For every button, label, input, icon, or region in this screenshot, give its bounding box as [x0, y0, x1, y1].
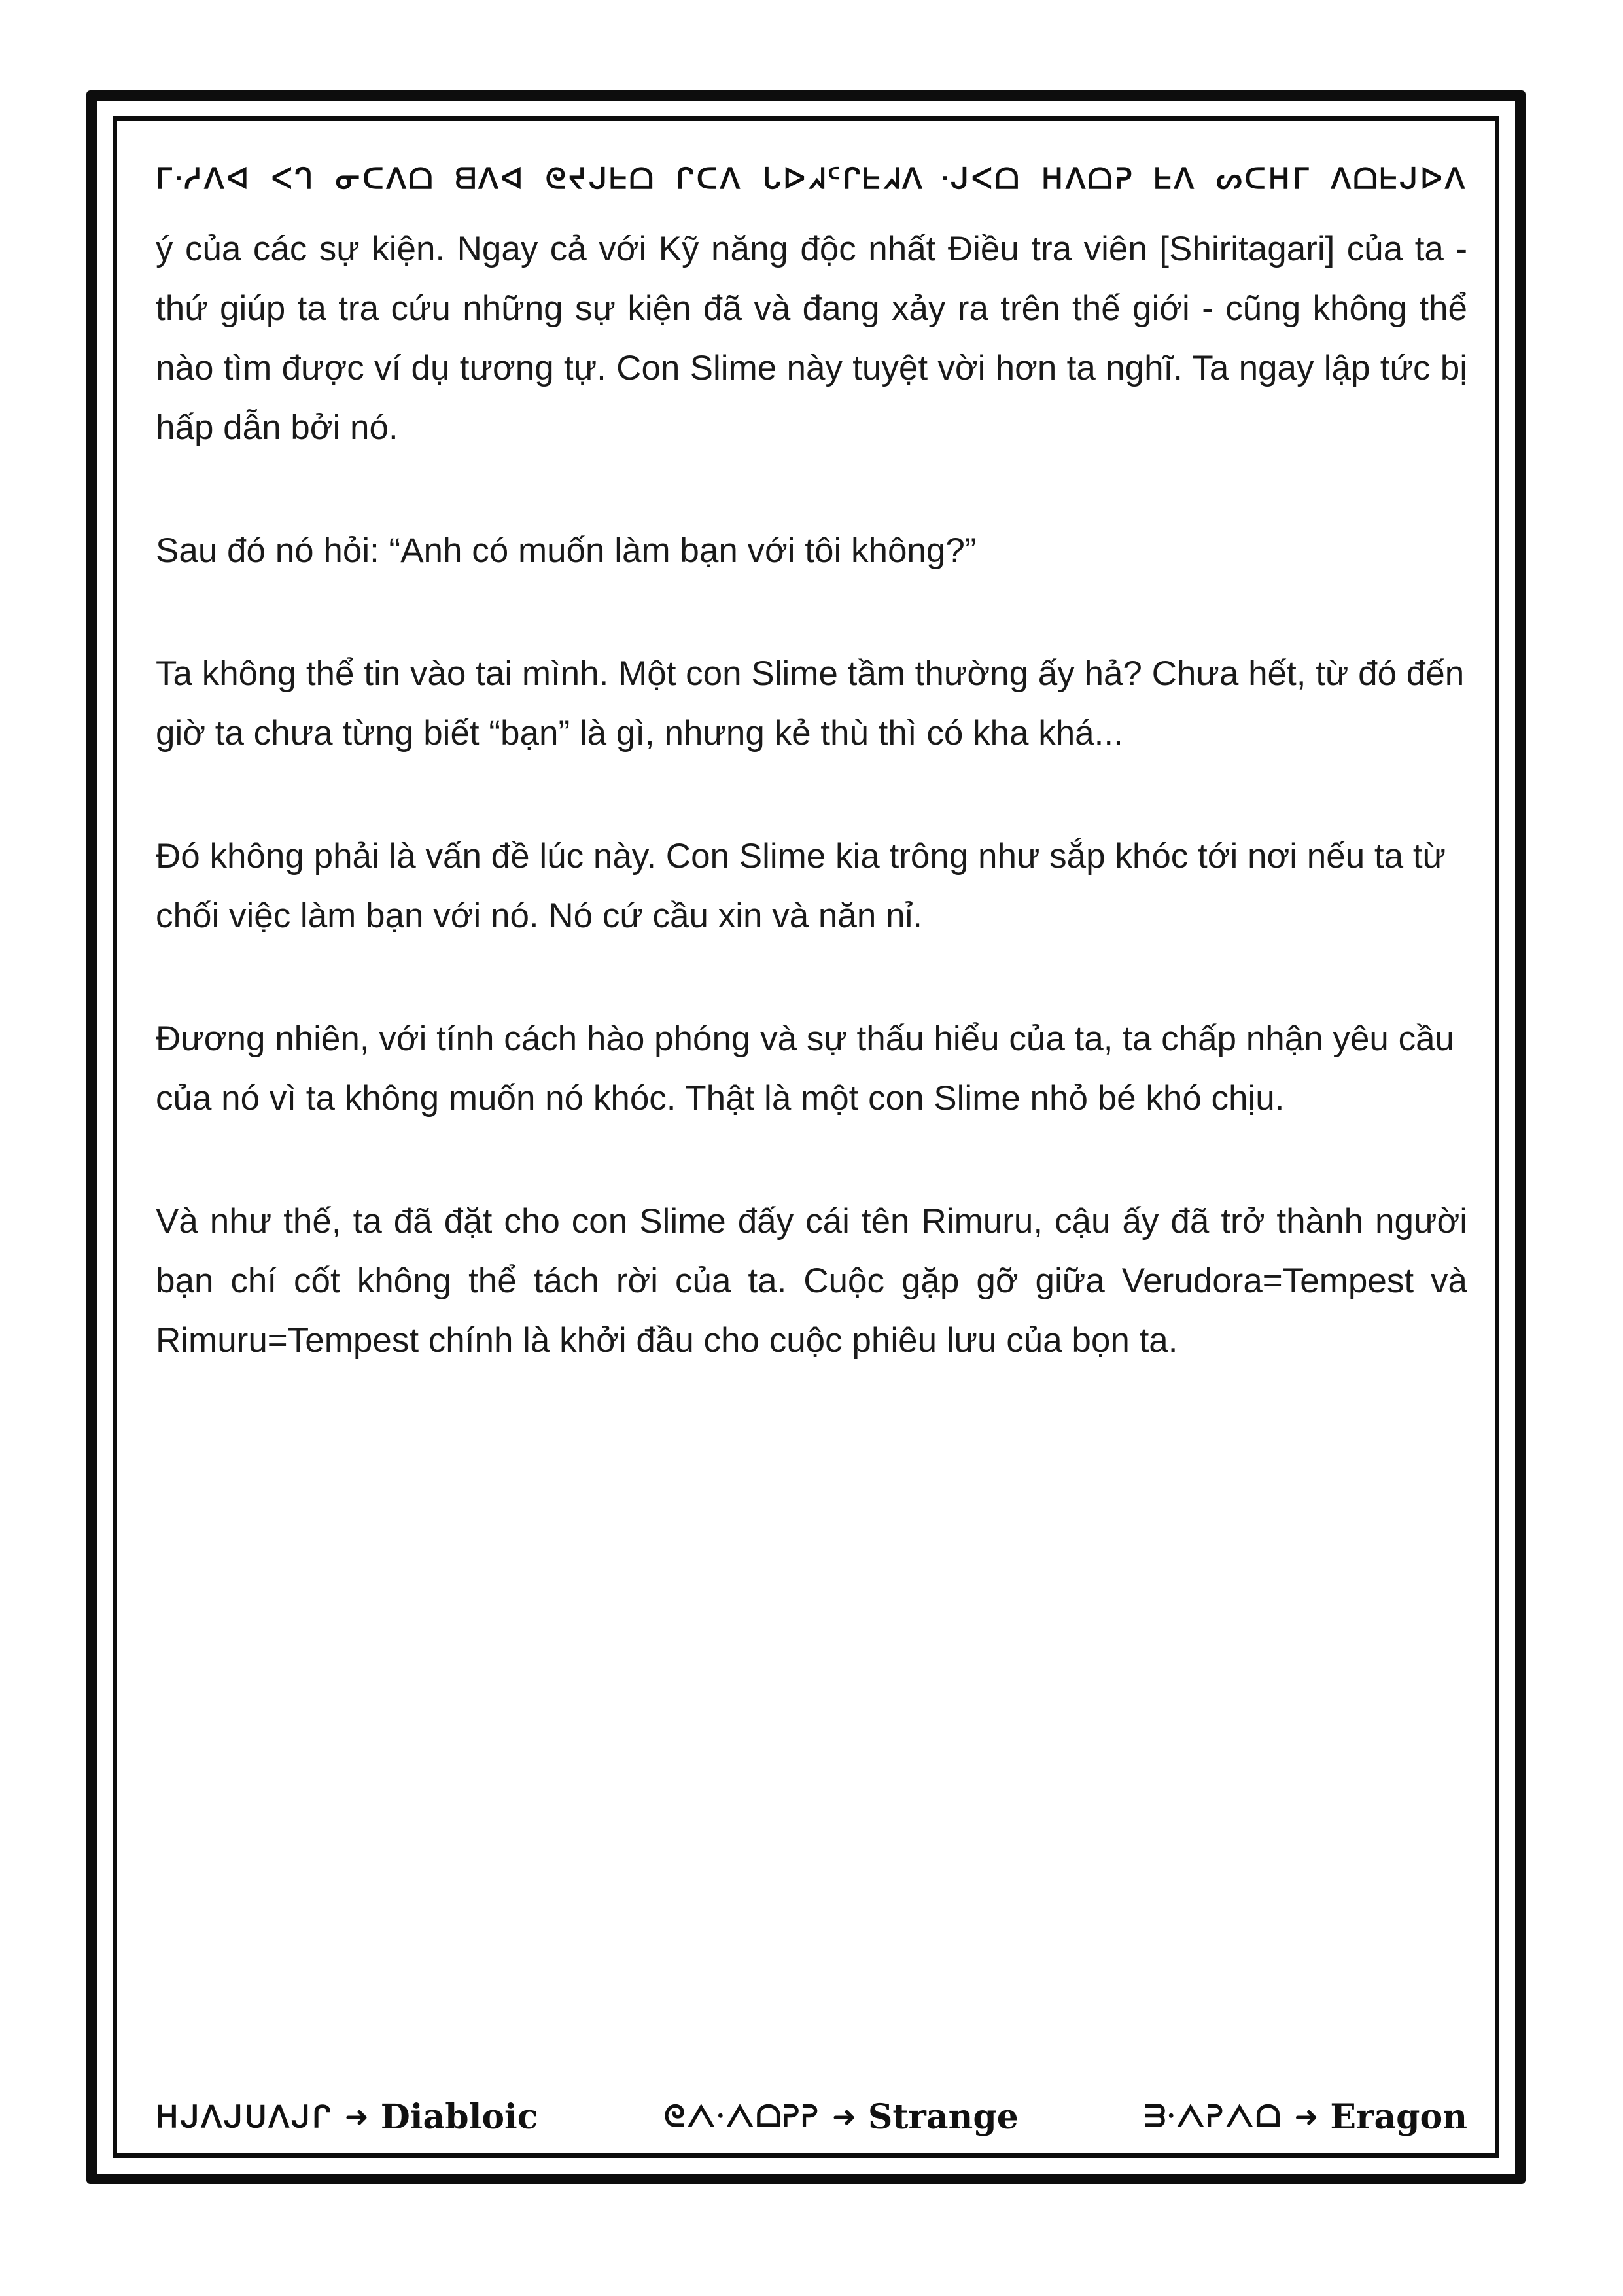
paragraph-5: Đương nhiên, với tính cách hào phóng và sự thấu hiểu của ta, ta chấp nhận yêu cầu của nó vì ta không muốn nó khóc. Thật là một con Slime nhỏ bé khó chịu. [156, 1019, 1455, 1118]
paragraph-4: Đó không phải là vấn đề lúc này. Con Slime kia trông như sắp khóc tới nơi nếu ta từ chối việc làm bạn với nó. Nó cứ cầu xin và năn nỉ. [156, 837, 1446, 935]
paragraph-3: Ta không thể tin vào tai mình. Một con Slime tầm thường ấy hả? Chưa hết, từ đó đến giờ ta chưa từng biết “bạn” là gì, nhưng kẻ thù thì có kha khá... [156, 654, 1465, 752]
legend-item-diabloic [156, 2097, 538, 2137]
header-cipher-right: ᐧᒍᐸᗝ ᕼᐱᗝᕈ ᖶᐱ ᔕᑕᕼᒥ ᐱᗝᖶᒍᐅᐱ [940, 162, 1467, 196]
legend-item-eragon [1144, 2097, 1467, 2137]
paragraph-6: Và như thế, ta đã đặt cho con Slime đấy cái tên Rimuru, cậu ấy đã trở thành người bạn chí cốt không thể tách rời của ta. Cuộc gặp gỡ giữa Verudora=Tempest và Rimuru=Tempest chính là khởi đầu cho cuộc phiêu lưu của bọn ta. [156, 1202, 1467, 1360]
legend-label: Diabloic [380, 2096, 538, 2137]
page-footer-legend [156, 2091, 1467, 2143]
paragraph-1: ý của các sự kiện. Ngay cả với Kỹ năng độc nhất Điều tra viên [Shiritagari] của ta - thứ giúp ta tra cứu những sự kiện đã và đang xảy ra trên thế giới - cũng không thể nào tìm được ví dụ tương tự. Con Slime này tuyệt vời hơn ta nghĩ. Ta ngay lập tức bị hấp dẫn bởi nó. [156, 230, 1467, 447]
legend-cipher: ᕼᒍᐱᒍᑌᐱᒍᒋ [156, 2099, 333, 2134]
page-body [156, 219, 1467, 1434]
paragraph-2: Sau đó nó hỏi: “Anh có muốn làm bạn với tôi không?” [156, 531, 977, 570]
page-header [156, 156, 1467, 202]
arrow-right-icon: ➜ [1294, 2100, 1319, 2134]
legend-label: Eragon [1330, 2096, 1467, 2137]
arrow-right-icon: ➜ [831, 2100, 856, 2134]
header-cipher-left: ᒥᐧᓱᐱᐊ ᐸᒉ ᓂᑕᐱᗝ ᗺᐱᐊ ᘓᔪᒍᖶᗝ ᒋᑕᐱ ᒐᐅᖽᑦᒋᖶᖽᐱ [156, 162, 925, 196]
legend-label: Strange [867, 2096, 1019, 2137]
arrow-right-icon: ➜ [344, 2100, 369, 2134]
legend-cipher: ᘓᐱᐧᐱᗝᕈᕈ [663, 2098, 820, 2134]
legend-item-strange [664, 2097, 1019, 2137]
legend-cipher: ᗱᐧᐱᕈᐱᗝ [1144, 2098, 1283, 2134]
